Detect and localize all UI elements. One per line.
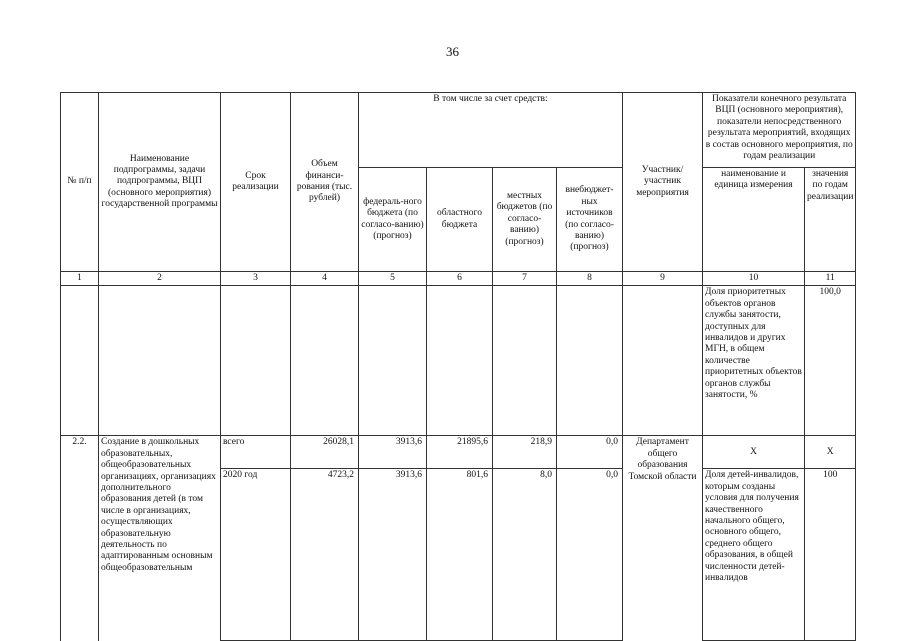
- header-funding-group: В том числе за счет средств:: [359, 93, 623, 168]
- header-name: Наименование подпрограммы, задачи подпрограммы, ВЦП (основного мероприятия) государственной программы: [99, 93, 221, 272]
- column-number: 8: [557, 272, 623, 286]
- header-volume: Объем финанси-рования (тыс. рублей): [291, 93, 359, 272]
- header-regional: областного бюджета: [427, 168, 493, 272]
- header-num: № п/п: [61, 93, 99, 272]
- empty-cell: [427, 286, 493, 436]
- header-local: местных бюджетов (по согласо-ванию) (прогноз): [493, 168, 557, 272]
- table-row: [61, 286, 856, 436]
- empty-cell: [623, 286, 703, 436]
- column-number: 7: [493, 272, 557, 286]
- column-number: 5: [359, 272, 427, 286]
- federal-cell: 3913,6: [359, 469, 427, 641]
- federal-cell: 3913,6: [359, 436, 427, 469]
- program-table: [60, 92, 856, 641]
- volume-cell: 4723,2: [291, 469, 359, 641]
- empty-cell: [221, 286, 291, 436]
- column-number: 1: [61, 272, 99, 286]
- period-cell: 2020 год: [221, 469, 291, 641]
- local-cell: 218,9: [493, 436, 557, 469]
- column-number: 6: [427, 272, 493, 286]
- participant-cell: Департамент общего образования Томской области: [623, 436, 703, 641]
- row-number: 2.2.: [61, 436, 99, 641]
- empty-cell: [61, 286, 99, 436]
- header-period: Срок реализации: [221, 93, 291, 272]
- indicator-value-cell: Х: [805, 436, 856, 469]
- column-number: 11: [805, 272, 856, 286]
- header-indicators-group: Показатели конечного результата ВЦП (основного мероприятия), показатели непосредственного результата мероприятий, входящих в состав основного мероприятия, по годам реализации: [703, 93, 856, 168]
- column-number: 3: [221, 272, 291, 286]
- indicator-name-cell: Х: [703, 436, 805, 469]
- header-extra: внебюджет-ных источников (по согласо-ванию) (прогноз): [557, 168, 623, 272]
- regional-cell: 801,6: [427, 469, 493, 641]
- empty-cell: [359, 286, 427, 436]
- indicator-name-cell: Доля приоритетных объектов органов службы занятости, доступных для инвалидов и других МГН, в общем количестве приоритетных объектов органов службы занятости, %: [703, 286, 805, 436]
- indicator-name-cell: Доля детей-инвалидов, которым созданы условия для получения качественного начального общего, основного общего, среднего общего образования, в общей численности детей-инвалидов: [703, 469, 805, 641]
- indicator-value-cell: 100: [805, 469, 856, 641]
- table-row: [61, 436, 856, 469]
- empty-cell: [99, 286, 221, 436]
- local-cell: 8,0: [493, 469, 557, 641]
- column-number: 4: [291, 272, 359, 286]
- empty-cell: [493, 286, 557, 436]
- empty-cell: [557, 286, 623, 436]
- column-number: 9: [623, 272, 703, 286]
- header-indicator-name: наименование и единица измерения: [703, 168, 805, 272]
- page-number: 36: [446, 44, 459, 59]
- column-number: 2: [99, 272, 221, 286]
- header-federal: федераль-ного бюджета (по согласо-ванию) (прогноз): [359, 168, 427, 272]
- extra-cell: 0,0: [557, 436, 623, 469]
- header-indicator-value: значения по годам реализации: [805, 168, 856, 272]
- header-participant: Участник/ участник мероприятия: [623, 93, 703, 272]
- indicator-value-cell: 100,0: [805, 286, 856, 436]
- column-number: 10: [703, 272, 805, 286]
- regional-cell: 21895,6: [427, 436, 493, 469]
- volume-cell: 26028,1: [291, 436, 359, 469]
- extra-cell: 0,0: [557, 469, 623, 641]
- row-name: Создание в дошкольных образовательных, общеобразовательных организациях, организациях дополнительного образования детей (в том числе в организациях, осуществляющих образовательную деятельность по адаптированным основным общеобразовательным: [99, 436, 221, 641]
- period-cell: всего: [221, 436, 291, 469]
- empty-cell: [291, 286, 359, 436]
